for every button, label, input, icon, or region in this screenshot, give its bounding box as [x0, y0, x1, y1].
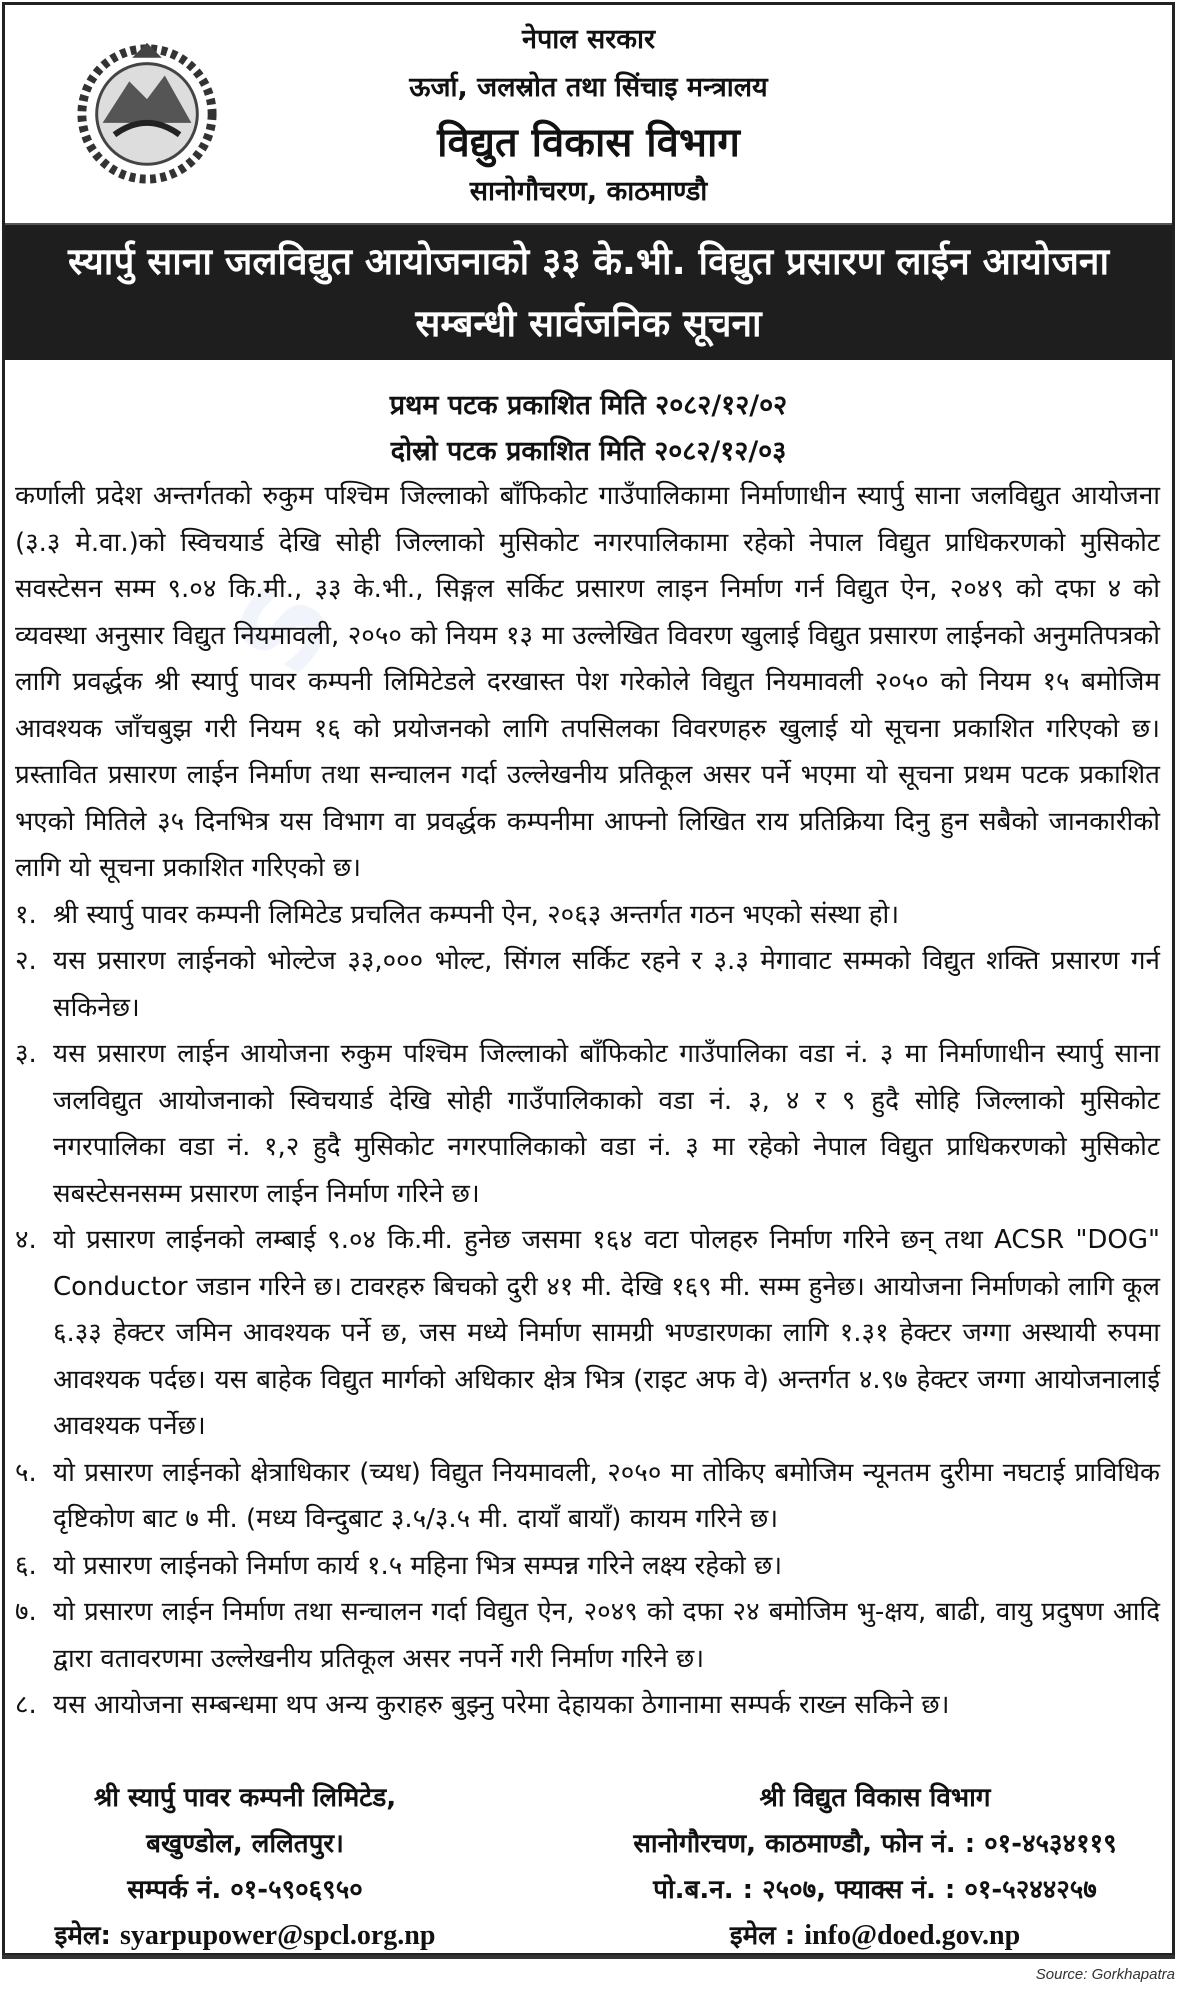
contact-section	[5, 1775, 1172, 1955]
item-number: ६.	[15, 1550, 37, 1581]
company-contact	[25, 1775, 465, 1959]
second-publication-date: दोस्रो पटक प्रकाशित मिति २०८२/१२/०३	[390, 436, 787, 467]
notice-frame	[2, 2, 1175, 1956]
list-item	[15, 1543, 1160, 1590]
intro-paragraph: कर्णाली प्रदेश अन्तर्गतको रुकुम पश्चिम जिल्लाको बाँफिकोट गाउँपालिकामा निर्माणाधीन स्यार्पु साना जलविद्युत आयोजना (३.३ मे.वा.)को स्विचयार्ड देखि सोही जिल्लाको मुसिकोट नगरपालिकामा रहेको नेपाल विद्युत प्राधिकरणको मुसिकोट सवस्टेसन सम्म ९.०४ कि.मी., ३३ के.भी., सिङ्गल सर्किट प्रसारण लाइन निर्माण गर्न विद्युत ऐन, २०४९ को दफा ४ को व्यवस्था अनुसार विद्युत नियमावली, २०५० को नियम १३ मा उल्लेखित विवरण खुलाई विद्युत प्रसारण लाईनको अनुमतिपत्रको लागि प्रवर्द्धक श्री स्यार्पु पावर कम्पनी लिमिटेडले दरखास्त पेश गरेकोले विद्युत नियमावली २०५० को नियम १५ बमोजिम आवश्यक जाँचबुझ गरी नियम १६ को प्रयोजनको लागि तपसिलका विवरणहरु खुलाई यो सूचना प्रकाशित गरिएको छ। प्रस्तावित प्रसारण लाईन निर्माण तथा सन्चालन गर्दा उल्लेखनीय प्रतिकूल असर पर्ने भएमा यो सूचना प्रथम पटक प्रकाशित भएको मितिले ३५ दिनभित्र यस विभाग वा प्रवर्द्धक कम्पनीमा आफ्नो लिखित राय प्रतिक्रिया दिनु हुन सबैको जानकारीको लागि यो सूचना प्रकाशित गरिएको छ।	[15, 481, 1160, 883]
company-phone: सम्पर्क नं. ०१-५९०६९५०	[127, 1875, 363, 1905]
notice-body	[15, 473, 1160, 1729]
company-name: श्री स्यार्पु पावर कम्पनी लिमिटेड,	[93, 1783, 397, 1813]
source-credit: Source: Gorkhapatra	[1035, 1966, 1175, 1983]
notice-title-line2: सम्बन्धी सार्वजनिक सूचना	[415, 302, 762, 345]
publication-dates	[5, 383, 1172, 475]
item-number: १.	[15, 899, 37, 930]
list-item	[15, 892, 1160, 939]
company-address: बखुण्डोल, ललितपुर।	[146, 1829, 344, 1859]
department-contact-name: श्री विद्युत विकास विभाग	[759, 1783, 991, 1813]
department-email-label: इमेल :	[729, 1921, 796, 1951]
company-email-label: इमेल:	[54, 1921, 111, 1951]
notice-title-line1: स्यार्पु साना जलविद्युत आयोजनाको ३३ के.भी. विद्युत प्रसारण लाईन आयोजना	[67, 240, 1110, 283]
item-text: यस आयोजना सम्बन्धमा थप अन्य कुराहरु बुझ्नु परेमा देहायका ठेगानामा सम्पर्क राख्न सकिने छ।	[53, 1690, 950, 1720]
department-email-link[interactable]: info@doed.gov.np	[804, 1920, 1021, 1951]
item-number: ८.	[15, 1690, 37, 1720]
item-number: ३.	[15, 1039, 37, 1069]
item-text: श्री स्यार्पु पावर कम्पनी लिमिटेड प्रचलित कम्पनी ऐन, २०६३ अन्तर्गत गठन भएको संस्था हो।	[53, 899, 900, 930]
first-publication-date: प्रथम पटक प्रकाशित मिति २०८२/१२/०२	[389, 390, 788, 421]
item-number: ७.	[15, 1597, 37, 1627]
list-item	[15, 1217, 1160, 1450]
department-contact	[595, 1775, 1155, 1959]
list-item	[15, 1450, 1160, 1543]
item-text: यस प्रसारण लाईनको भोल्टेज ३३,००० भोल्ट, सिंगल सर्किट रहने र ३.३ मेगावाट सम्मको विद्युत शक्ति प्रसारण गर्न सकिनेछ।	[53, 946, 1160, 1023]
list-item	[15, 938, 1160, 1031]
item-text: यो प्रसारण लाईनको क्षेत्राधिकार (च्यध) विद्युत नियमावली, २०५० मा तोकिए बमोजिम न्यूनतम दुरीमा नघटाई प्राविधिक दृष्टिकोण बाट ७ मी. (मध्य विन्दुबाट ३.५/३.५ मी. दायाँ बायाँ) कायम गरिने छ।	[53, 1457, 1160, 1534]
government-name: नेपाल सरकार	[521, 24, 656, 55]
department-name: विद्युत विकास विभाग	[437, 120, 740, 166]
notice-title-banner	[5, 225, 1172, 360]
notice-header	[5, 5, 1172, 225]
ministry-name: ऊर्जा, जलस्रोत तथा सिंचाइ मन्त्रालय	[409, 72, 768, 103]
item-number: ५.	[15, 1457, 37, 1488]
item-text: यस प्रसारण लाईन आयोजना रुकुम पश्चिम जिल्लाको बाँफिकोट गाउँपालिका वडा नं. ३ मा निर्माणाधीन स्यार्पु साना जलविद्युत आयोजनाको स्विचयार्ड देखि सोही गाउँपालिकाको वडा नं. ३, ४ र ९ हुदै सोहि जिल्लाको मुसिकोट नगरपालिका वडा नं. १,२ हुदै मुसिकोट नगरपालिकाको वडा नं. ३ मा रहेको नेपाल विद्युत प्राधिकरणको मुसिकोट सबस्टेसनसम्म प्रसारण लाईन निर्माण गरिने छ।	[53, 1039, 1160, 1209]
item-text: यो प्रसारण लाईनको लम्बाई ९.०४ कि.मी. हुनेछ जसमा १६४ वटा पोलहरु निर्माण गरिने छन् तथा ACSR "DOG" Conductor जडान गरिने छ। टावरहरु बिचको दुरी ४१ मी. देखि १६९ मी. सम्म हुनेछ। आयोजना निर्माणको लागि कूल ६.३३ हेक्टर जमिन आवश्यक पर्ने छ, जस मध्ये निर्माण सामग्री भण्डारणका लागि १.३१ हेक्टर जग्गा अस्थायी रुपमा आवश्यक पर्दछ। यस बाहेक विद्युत मार्गको अधिकार क्षेत्र भित्र (राइट अफ वे) अन्तर्गत ४.९७ हेक्टर जग्गा आयोजनालाई आवश्यक पर्नेछ।	[53, 1225, 1160, 1441]
list-item	[15, 1589, 1160, 1682]
item-number: ४.	[15, 1225, 37, 1255]
department-address: सानोगौचरण, काठमाण्डौ	[469, 176, 708, 207]
department-address-phone: सानोगौरचण, काठमाण्डौ, फोन नं. : ०१-४५३४११९	[633, 1829, 1117, 1859]
department-pobox-fax: पो.ब.न. : २५०७, फ्याक्स नं. : ०१-५२४४२५७	[653, 1875, 1097, 1905]
item-text: यो प्रसारण लाईनको निर्माण कार्य १.५ महिना भित्र सम्पन्न गरिने लक्ष्य रहेको छ।	[53, 1550, 783, 1581]
list-item	[15, 1682, 1160, 1729]
company-email-link[interactable]: syarpupower@spcl.org.np	[119, 1920, 436, 1951]
watermark: S	[209, 562, 360, 696]
item-number: २.	[15, 946, 37, 976]
item-text: यो प्रसारण लाईन निर्माण तथा सन्चालन गर्दा विद्युत ऐन, २०४९ को दफा २४ बमोजिम भु-क्षय, बाढी, वायु प्रदुषण आदि द्वारा वतावरणमा उल्लेखनीय प्रतिकूल असर नपर्ने गरी निर्माण गरिने छ।	[53, 1597, 1160, 1674]
list-item	[15, 1031, 1160, 1217]
